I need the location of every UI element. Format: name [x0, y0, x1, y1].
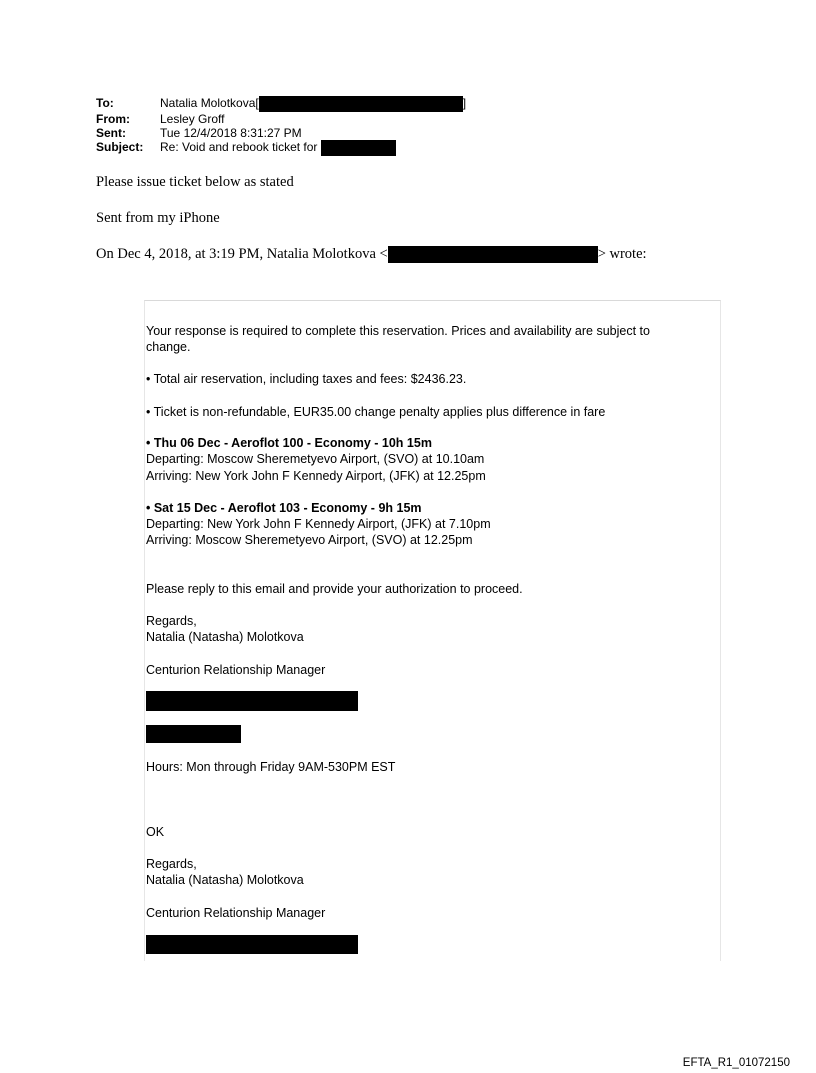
from-label: From:	[96, 112, 130, 126]
email-header	[96, 96, 466, 156]
intro-line-1: Your response is required to complete this reservation. Prices and availability are subject to	[146, 324, 650, 338]
regards-1: Regards,	[146, 614, 197, 628]
reply-line-sent-from: Sent from my iPhone	[96, 210, 220, 226]
to-row	[96, 96, 466, 112]
redaction-bar	[146, 725, 241, 743]
redaction-bar	[388, 246, 598, 263]
redaction-bar	[146, 691, 358, 711]
quote-attribution	[96, 246, 647, 263]
flight2-arrive: Arriving: Moscow Sheremetyevo Airport, (SVO) at 12.25pm	[146, 533, 473, 547]
flight2-depart: Departing: New York John F Kennedy Airport, (JFK) at 7.10pm	[146, 517, 491, 531]
to-name: Natalia Molotkova[	[160, 96, 259, 111]
flight2-title: • Sat 15 Dec - Aeroflot 103 - Economy - 9h 15m	[146, 501, 422, 515]
to-close: ]	[462, 96, 467, 111]
document-id: EFTA_R1_01072150	[682, 1057, 790, 1069]
redaction-bar	[259, 96, 463, 112]
flight1-title: • Thu 06 Dec - Aeroflot 100 - Economy - 10h 15m	[146, 436, 432, 450]
intro-line-2: change.	[146, 340, 191, 354]
reply-request: Please reply to this email and provide your authorization to proceed.	[146, 582, 523, 596]
signature-name-1: Natalia (Natasha) Molotkova	[146, 630, 304, 644]
sent-row	[96, 126, 466, 140]
office-hours: Hours: Mon through Friday 9AM-530PM EST	[146, 760, 396, 774]
bullet-total: • Total air reservation, including taxes and fees: $2436.23.	[146, 372, 467, 386]
subject-row	[96, 140, 466, 156]
ok-text: OK	[146, 825, 165, 839]
subject-label: Subject:	[96, 140, 144, 154]
subject-value	[160, 140, 396, 156]
sent-value: Tue 12/4/2018 8:31:27 PM	[160, 126, 302, 140]
quote-suffix: > wrote:	[597, 246, 647, 262]
redaction-bar	[321, 140, 396, 156]
to-value	[160, 96, 466, 112]
flight1-depart: Departing: Moscow Sheremetyevo Airport, (SVO) at 10.10am	[146, 452, 485, 466]
sent-label: Sent:	[96, 126, 126, 140]
redaction-bar	[146, 935, 358, 954]
quote-prefix: On Dec 4, 2018, at 3:19 PM, Natalia Molotkova <	[96, 246, 388, 262]
bullet-ticket: • Ticket is non-refundable, EUR35.00 change penalty applies plus difference in fare	[146, 405, 606, 419]
signature-title-2: Centurion Relationship Manager	[146, 906, 326, 920]
from-value: Lesley Groff	[160, 112, 225, 126]
regards-2: Regards,	[146, 857, 197, 871]
subject-text: Re: Void and rebook ticket for	[160, 140, 318, 155]
signature-name-2: Natalia (Natasha) Molotkova	[146, 873, 304, 887]
flight1-arrive: Arriving: New York John F Kennedy Airport, (JFK) at 12.25pm	[146, 469, 486, 483]
signature-title-1: Centurion Relationship Manager	[146, 663, 326, 677]
to-label: To:	[96, 96, 114, 110]
reply-line-issue: Please issue ticket below as stated	[96, 174, 294, 190]
from-row	[96, 112, 466, 126]
